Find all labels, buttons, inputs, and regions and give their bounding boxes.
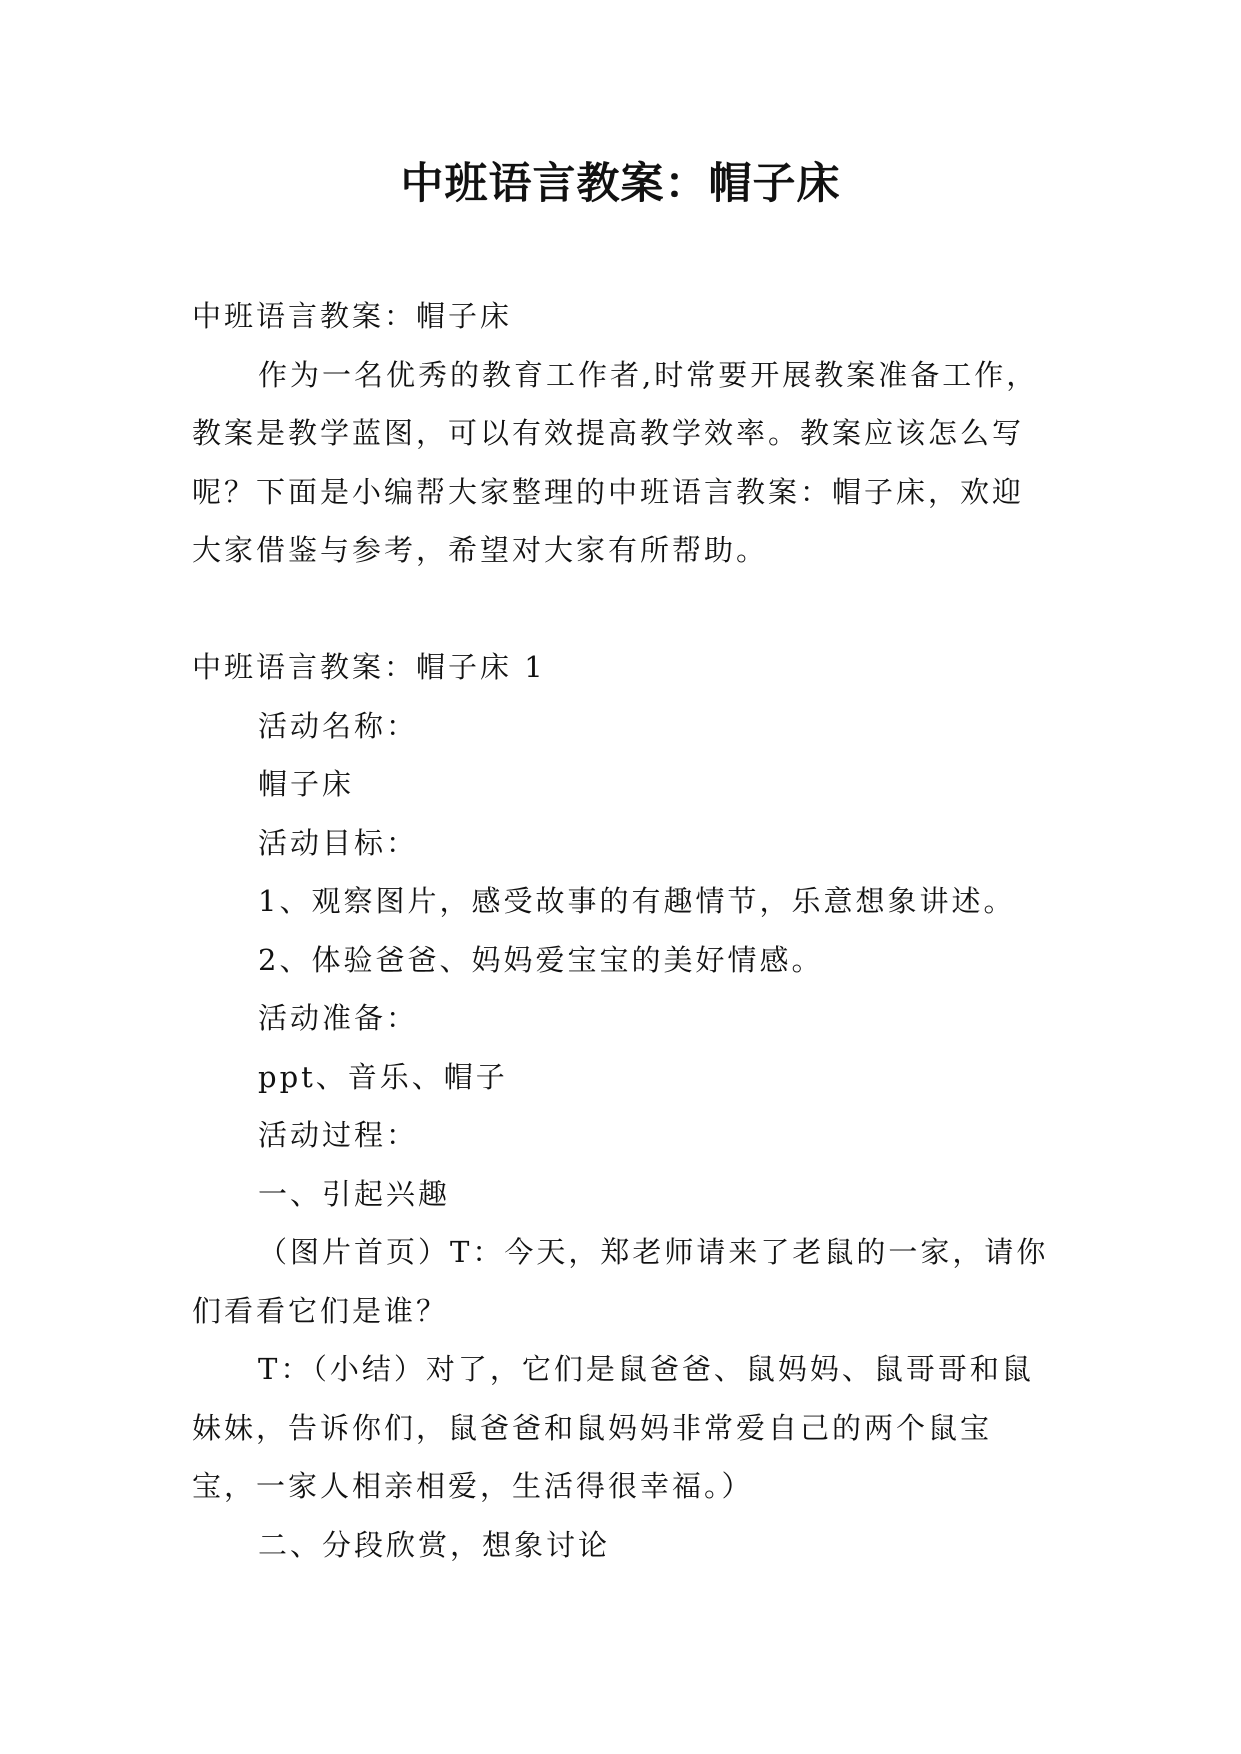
document-body	[192, 287, 1050, 1574]
paragraph: 作为一名优秀的教育工作者,时常要开展教案准备工作，教案是教学蓝图，可以有效提高教学效率。教案应该怎么写呢？下面是小编帮大家整理的中班语言教案：帽子床，欢迎大家借鉴与参考，希望对大家有所帮助。	[192, 357, 1039, 567]
paragraph: 活动准备：	[258, 1001, 419, 1035]
paragraph: 中班语言教案：帽子床 1	[192, 650, 546, 684]
paragraph: 1、观察图片，感受故事的有趣情节，乐意想象讲述。	[258, 884, 1016, 918]
paragraph: 活动目标：	[258, 825, 419, 860]
paragraph: 2、体验爸爸、妈妈爱宝宝的美好情感。	[258, 942, 824, 977]
paragraph: 中班语言教案：帽子床	[192, 299, 513, 333]
paragraph: T：（小结）对了，它们是鼠爸爸、鼠妈妈、鼠哥哥和鼠妹妹，告诉你们，鼠爸爸和鼠妈妈非常爱自己的两个鼠宝宝，一家人相亲相爱，生活得很幸福。）	[192, 1352, 1034, 1503]
paragraph: 帽子床	[258, 767, 355, 801]
paragraph: 活动过程：	[258, 1118, 419, 1152]
paragraph-gap	[192, 580, 1050, 639]
document-title: 中班语言教案：帽子床	[400, 159, 841, 209]
paragraph: 二、分段欣赏，想象讨论	[258, 1527, 611, 1562]
paragraph: （图片首页）T：今天，郑老师请来了老鼠的一家，请你们看看它们是谁？	[192, 1235, 1049, 1328]
paragraph: ppt、音乐、帽子	[258, 1059, 508, 1094]
paragraph: 活动名称：	[258, 708, 419, 743]
paragraph: 一、引起兴趣	[258, 1176, 451, 1211]
